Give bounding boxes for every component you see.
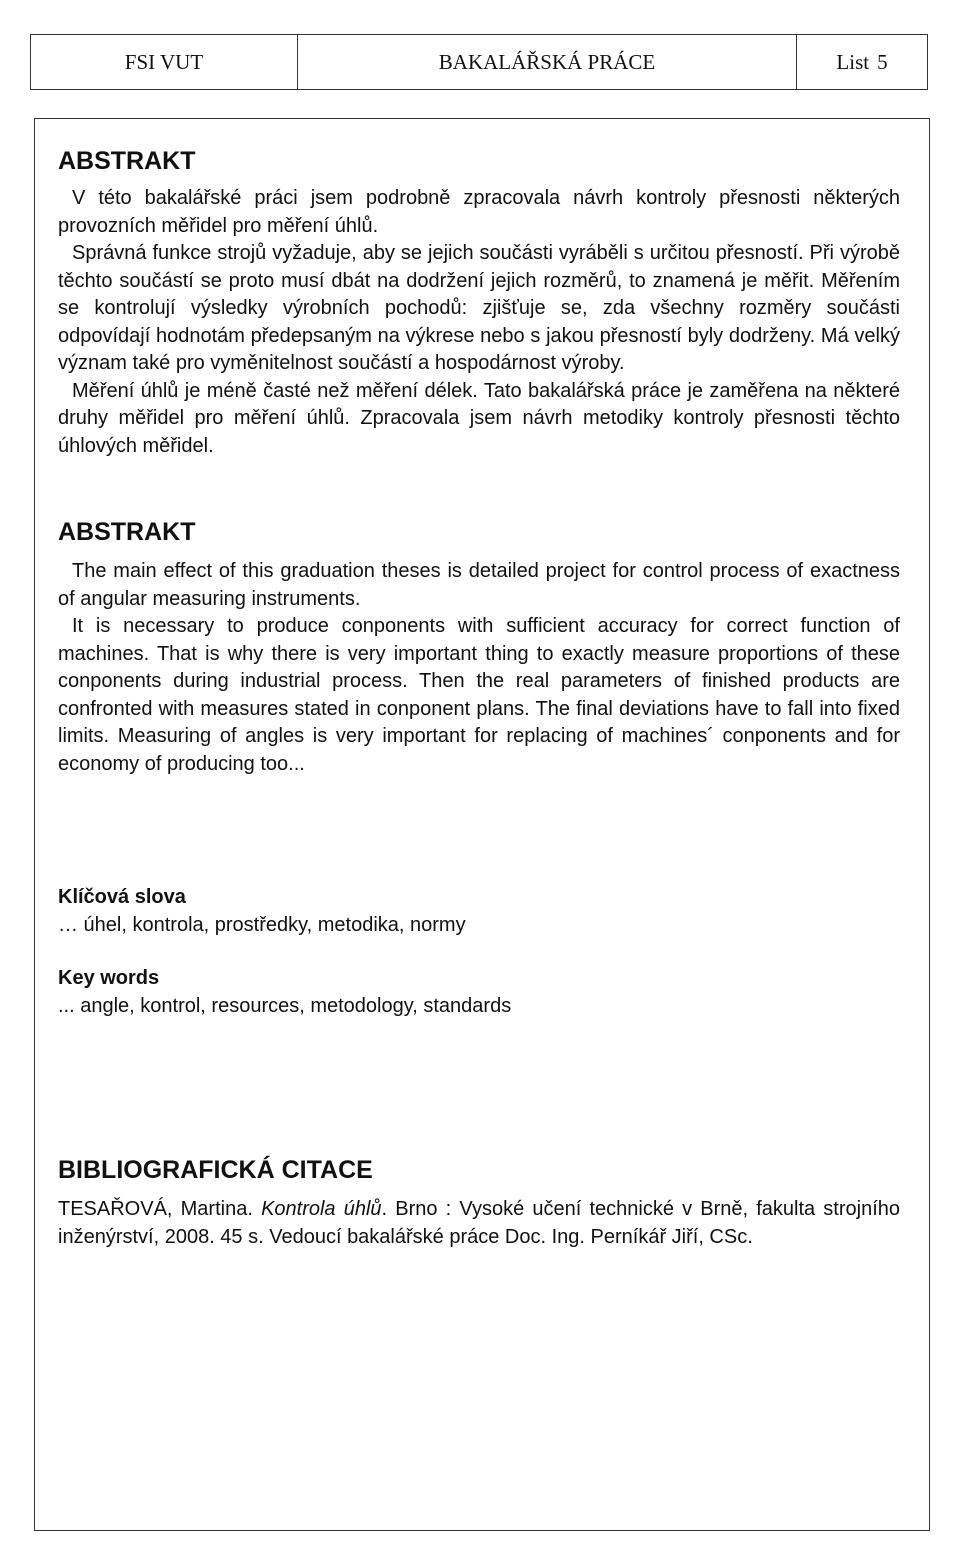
citation-title: Kontrola úhlů [261,1198,382,1220]
abstract-english-paragraph: The main effect of this graduation theses is detailed project for control process of exactness of angular measuring instruments. [58,560,900,610]
abstract-czech-paragraph: V této bakalářské práci jsem podrobně zpracovala návrh kontroly přesnosti některých provozních měřidel pro měření úhlů. [58,187,900,237]
abstract-czech [58,143,900,460]
header-thesis-type: BAKALÁŘSKÁ PRÁCE [298,35,797,89]
keywords-czech-heading: Klíčová slova [58,886,186,908]
header-faculty: FSI VUT [31,35,298,89]
keywords-english-text: ... angle, kontrol, resources, metodology, standards [58,994,512,1017]
abstract-czech-paragraph: Správná funkce strojů vyžaduje, aby se jejich součásti vyráběli s určitou přesností. Při výrobě těchto součástí se proto musí dbát na dodržení jejich rozměrů, to znamená je měřit. Měřením se kontrolují výsledky výrobních pochodů: zjišťuje se, zda všechny rozměry součásti odpovídají hodnotám předepsaným na výkrese nebo s jakou přesností byly dodrženy. Má velký význam také pro vyměnitelnost součástí a hospodárnost výroby. [58,242,900,374]
page-header [30,34,928,90]
header-page-number: 5 [877,49,888,74]
abstract-english-heading: ABSTRAKT [58,518,196,546]
citation-details: . Brno : Vysoké učení technické v Brně, fakulta strojního inženýrství, 2008. 45 s. Vedoucí bakalářské práce Doc. Ing. Perníkář Jiří, CSc. [58,1198,901,1248]
citation-text [58,1196,900,1251]
page-content [58,143,900,1251]
keywords-czech [58,884,900,939]
abstract-czech-heading: ABSTRAKT [58,147,196,175]
citation-author: TESAŘOVÁ, Martina. [58,1198,253,1220]
keywords-english [58,965,900,1020]
bibliographic-citation [58,1152,900,1251]
keywords-english-heading: Key words [58,967,160,989]
header-list-label: List [836,49,870,74]
header-page-indicator [797,35,927,89]
keywords-czech-text: … úhel, kontrola, prostředky, metodika, normy [58,913,466,936]
abstract-english-paragraph: It is necessary to produce conponents with sufficient accuracy for correct function of machines. That is why there is very important thing to exactly measure proportions of these conponents during industrial process. Then the real parameters of finished products are confronted with measures stated in conponent plans. The final deviations have to fall into fixed limits. Measuring of angles is very important for replacing of machines´ conponents and for economy of producing too... [58,615,900,775]
citation-heading: BIBLIOGRAFICKÁ CITACE [58,1156,373,1184]
abstract-english [58,514,900,778]
abstract-czech-paragraph: Měření úhlů je méně časté než měření délek. Tato bakalářská práce je zaměřena na některé druhy měřidel pro měření úhlů. Zpracovala jsem návrh metodiky kontroly přesnosti těchto úhlových měřidel. [58,379,900,457]
